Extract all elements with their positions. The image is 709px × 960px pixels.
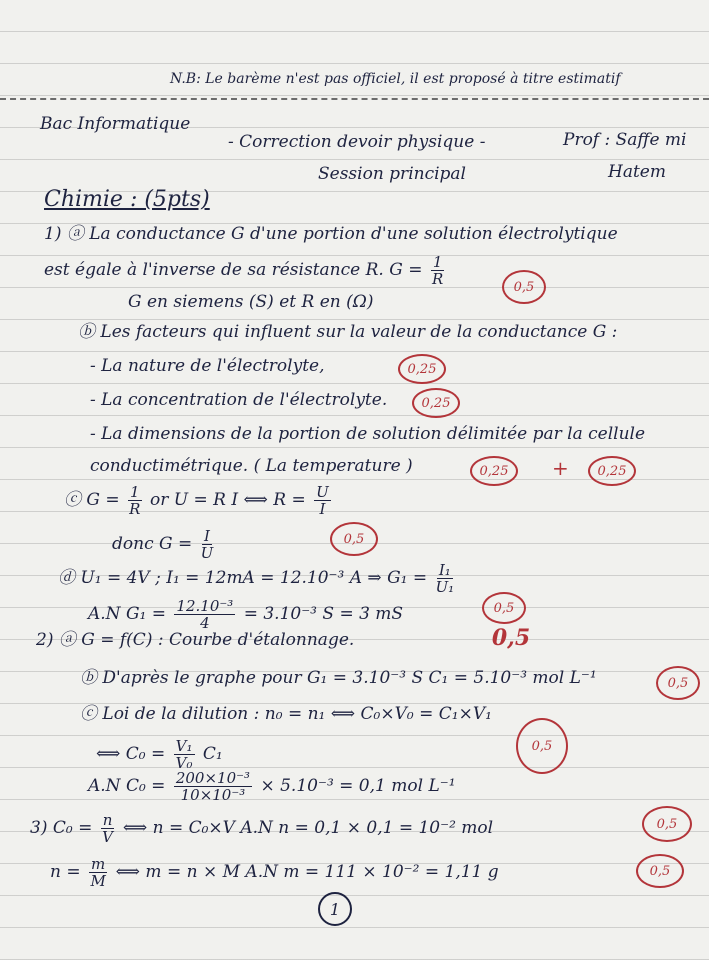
header-right-top: Prof : Saffe mi	[563, 130, 687, 150]
q1b-line3: - La concentration de l'électrolyte.	[90, 390, 388, 410]
q1a-text: est égale à l'inverse de sa résistance R. G =	[44, 260, 423, 280]
grade-mark: 0,5	[656, 666, 700, 700]
dashed-separator	[0, 98, 709, 100]
grade-mark: 0,5	[482, 592, 526, 624]
plus-sign: +	[552, 456, 569, 480]
grade-mark: 0,5	[642, 806, 692, 842]
q1a-line1: 1) ⓐ La conductance G d'une portion d'une solution électrolytique	[44, 224, 618, 244]
q2a-line: 2) ⓐ G = f(C) : Courbe d'étalonnage.	[36, 630, 355, 650]
q1d-line2: A.N G₁ = $\frac{\text{12.10⁻³}}{4}$ = 3.10⁻³ S = 3 mS	[88, 597, 404, 632]
grade-mark: 0,5	[502, 270, 546, 304]
q1c-fraction-1: $\frac{1}{R}$	[129, 483, 141, 518]
page-number: 1	[318, 892, 352, 926]
q1b-line5: conductimétrique. ( La temperature )	[90, 456, 413, 476]
q2c-line2: ⟺ C₀ = $\frac{\text{V₁}}{\text{V₀}}$ C₁	[96, 737, 223, 772]
q2b-line: ⓑ D'après le graphe pour G₁ = 3.10⁻³ S C₁ = 5.10⁻³ mol L⁻¹	[80, 668, 597, 688]
q2c-line3: A.N C₀ = $\frac{\text{200×10⁻³}}{\text{10×10⁻³}}$ × 5.10⁻³ = 0,1 mol L⁻¹	[88, 769, 456, 804]
grade-mark: 0,25	[588, 456, 636, 486]
q1a-line2	[44, 254, 447, 287]
grade-mark: 0,25	[412, 388, 460, 418]
grade-mark: 0,5	[330, 522, 378, 556]
q3-fraction-2: $\frac{m}{M}$	[90, 855, 106, 890]
q3-line1: 3) C₀ = $\frac{n}{V}$ ⟺ n = C₀×V A.N n = 0,1 × 0,1 = 10⁻² mol	[30, 811, 494, 846]
grade-mark: 0,25	[470, 456, 518, 486]
q3-line2: n = $\frac{m}{M}$ ⟺ m = n × M A.N m = 111 × 10⁻² = 1,11 g	[50, 855, 499, 890]
header-center-sub: Session principal	[318, 164, 466, 184]
grade-mark: 0,5	[636, 854, 684, 888]
q1c-fraction-3: $\frac{I}{U}$	[200, 527, 214, 562]
q3-fraction-1: $\frac{n}{V}$	[102, 811, 113, 846]
q1b-line1: ⓑ Les facteurs qui influent sur la valeur de la conductance G :	[78, 322, 618, 342]
q1b-line2: - La nature de l'électrolyte,	[90, 356, 325, 376]
note-line: N.B: Le barème n'est pas officiel, il est proposé à titre estimatif	[170, 71, 621, 87]
header-right-bottom: Hatem	[608, 162, 666, 182]
q1a-fraction: $\frac{1}{R}$	[431, 253, 444, 288]
q2c-fraction-1: $\frac{\text{V₁}}{\text{V₀}}$	[175, 737, 193, 772]
q2c-line1: ⓒ Loi de la dilution : n₀ = n₁ ⟺ C₀×V₀ = C₁×V₁	[80, 704, 492, 724]
header-left: Bac Informatique	[40, 114, 191, 134]
q1d-line1: ⓓ U₁ = 4V ; I₁ = 12mA = 12.10⁻³ A ⇒ G₁ = $\frac{\text{I₁}}{\text{U₁}}$	[58, 561, 455, 596]
q2c-fraction-2: $\frac{\text{200×10⁻³}}{\text{10×10⁻³}}$	[175, 769, 251, 804]
q1d-fraction-1: $\frac{\text{I₁}}{\text{U₁}}$	[435, 561, 455, 596]
q1c-line2: donc G = $\frac{I}{U}$	[112, 527, 214, 562]
q1c-fraction-2: $\frac{U}{I}$	[316, 483, 329, 518]
q1b-line4: - La dimensions de la portion de solution délimitée par la cellule	[90, 424, 646, 444]
q1a-line3: G en siemens (S) et R en (Ω)	[128, 292, 374, 312]
section-title: Chimie : (5pts)	[44, 187, 210, 212]
grade-mark: 0,5	[491, 625, 531, 651]
grade-mark: 0,5	[516, 718, 568, 774]
q1d-fraction-2: $\frac{\text{12.10⁻³}}{4}$	[176, 597, 234, 632]
grade-mark: 0,25	[398, 354, 446, 384]
q1c-line1: ⓒ G = $\frac{1}{R}$ or U = R I ⟺ R = $\frac{U}{I}$	[64, 483, 329, 518]
header-center: - Correction devoir physique -	[228, 132, 486, 152]
